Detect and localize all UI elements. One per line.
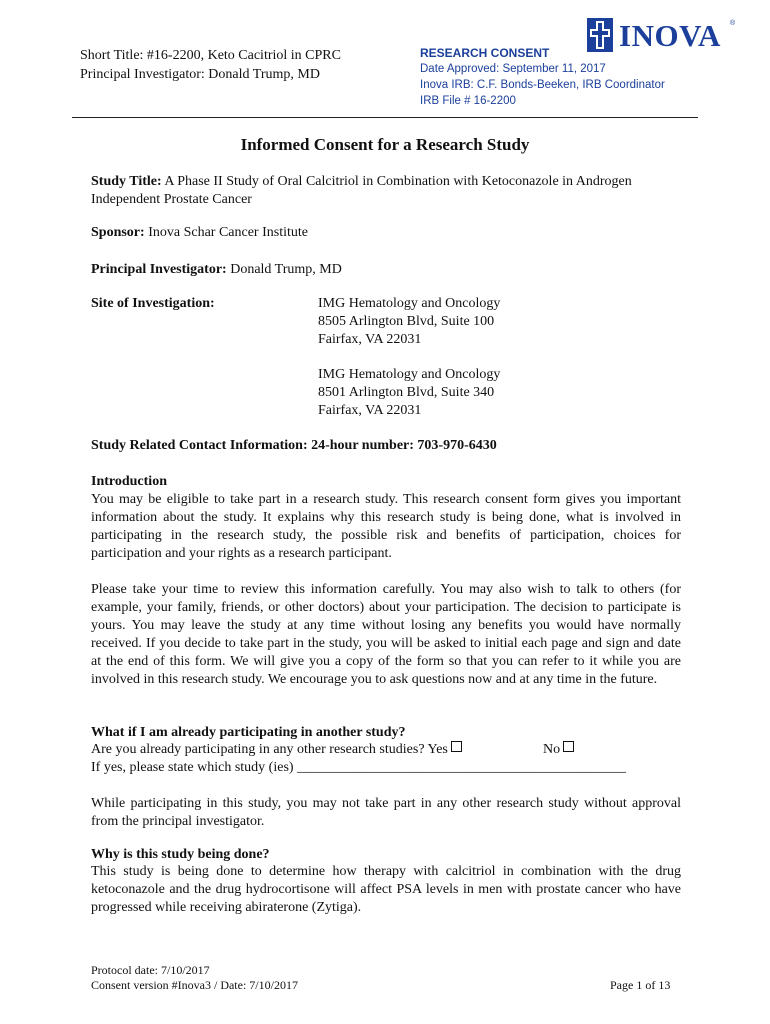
logo-text: INOVA bbox=[619, 18, 721, 53]
site-label: Site of Investigation: bbox=[91, 296, 215, 311]
sponsor-label: Sponsor: bbox=[91, 225, 145, 240]
site1-street: 8505 Arlington Blvd, Suite 100 bbox=[318, 314, 495, 329]
site2-street: 8501 Arlington Blvd, Suite 340 bbox=[318, 385, 495, 400]
study-title bbox=[91, 173, 681, 209]
inova-logo bbox=[585, 18, 745, 54]
site-address-2 bbox=[318, 366, 500, 420]
yes-checkbox[interactable] bbox=[451, 741, 462, 752]
why-heading: Why is this study being done? bbox=[91, 847, 270, 862]
other-study-paragraph: While participating in this study, you may not take part in any other research study without approval from the principal investigator. bbox=[91, 796, 681, 829]
protocol-date: Protocol date: 7/10/2017 bbox=[91, 963, 210, 977]
other-study-question-text: Are you already participating in any other research studies? Yes bbox=[91, 742, 448, 757]
consent-version: Consent version #Inova3 / Date: 7/10/2017 bbox=[91, 978, 298, 992]
study-title-value: A Phase II Study of Oral Calcitriol in Combination with Ketoconazole in Androgen Independent Prostate Cancer bbox=[91, 174, 632, 207]
sponsor bbox=[91, 224, 681, 242]
site1-city: Fairfax, VA 22031 bbox=[318, 332, 422, 347]
site1-name: IMG Hematology and Oncology bbox=[318, 296, 501, 311]
pi-label: Principal Investigator: bbox=[91, 262, 227, 277]
contact-information: Study Related Contact Information: 24-hour number: 703-970-6430 bbox=[91, 438, 497, 453]
introduction-paragraph-1: You may be eligible to take part in a research study. This research consent form gives you important information about the study. It explains why this research study is being done, what is involved in participating in the research study, the possible risk and benefits of participation, choices for participation and your rights as a research participant. bbox=[91, 492, 681, 561]
why-paragraph: This study is being done to determine how therapy with calcitriol in combination with the drug ketoconazole and the drug hydrocortisone will affect PSA levels in men with prostate cancer who have progressed while receiving abiraterone (Zytiga). bbox=[91, 864, 681, 915]
principal-investigator bbox=[91, 261, 681, 279]
other-study-heading: What if I am already participating in another study? bbox=[91, 725, 406, 740]
site-address-1 bbox=[318, 295, 500, 349]
no-checkbox[interactable] bbox=[563, 741, 574, 752]
inova-cross-icon bbox=[587, 18, 613, 52]
page-title: Informed Consent for a Research Study bbox=[240, 135, 530, 154]
site2-city: Fairfax, VA 22031 bbox=[318, 403, 422, 418]
header-consent-info bbox=[420, 45, 665, 109]
consent-label: RESEARCH CONSENT bbox=[420, 46, 550, 60]
header-divider bbox=[72, 117, 698, 118]
page-number: Page 1 of 13 bbox=[610, 978, 671, 992]
footer-left bbox=[91, 963, 298, 993]
header-left bbox=[80, 46, 341, 84]
other-study-question bbox=[91, 741, 681, 759]
no-label: No bbox=[543, 742, 561, 757]
site2-name: IMG Hematology and Oncology bbox=[318, 367, 501, 382]
header-pi: Principal Investigator: Donald Trump, MD bbox=[80, 67, 320, 82]
short-title: Short Title: #16-2200, Keto Cacitriol in CPRC bbox=[80, 48, 341, 63]
irb-file: IRB File # 16-2200 bbox=[420, 95, 516, 107]
introduction-heading: Introduction bbox=[91, 474, 167, 489]
logo-trademark: ® bbox=[730, 20, 736, 27]
study-title-label: Study Title: bbox=[91, 174, 162, 189]
no-option bbox=[543, 741, 574, 759]
sponsor-value: Inova Schar Cancer Institute bbox=[144, 225, 308, 240]
irb-coordinator: Inova IRB: C.F. Bonds-Beeken, IRB Coordinator bbox=[420, 79, 665, 91]
introduction-paragraph-2: Please take your time to review this information carefully. You may also wish to talk to others (for example, your family, friends, or other doctors) about your participation. The decision to participate is yours. You may leave the study at any time without losing any benefits you would have normally received. If you decide to take part in the study, you will be asked to initial each page and sign and date at the end of this form. We will give you a copy of the form so that you can refer to it while you are involved in this research study. We encourage you to ask questions now and at any time in the future. bbox=[91, 582, 681, 687]
date-approved: Date Approved: September 11, 2017 bbox=[420, 63, 606, 75]
other-study-state-line: If yes, please state which study (ies) _______________________________________________ bbox=[91, 760, 627, 775]
pi-value: Donald Trump, MD bbox=[226, 262, 342, 277]
